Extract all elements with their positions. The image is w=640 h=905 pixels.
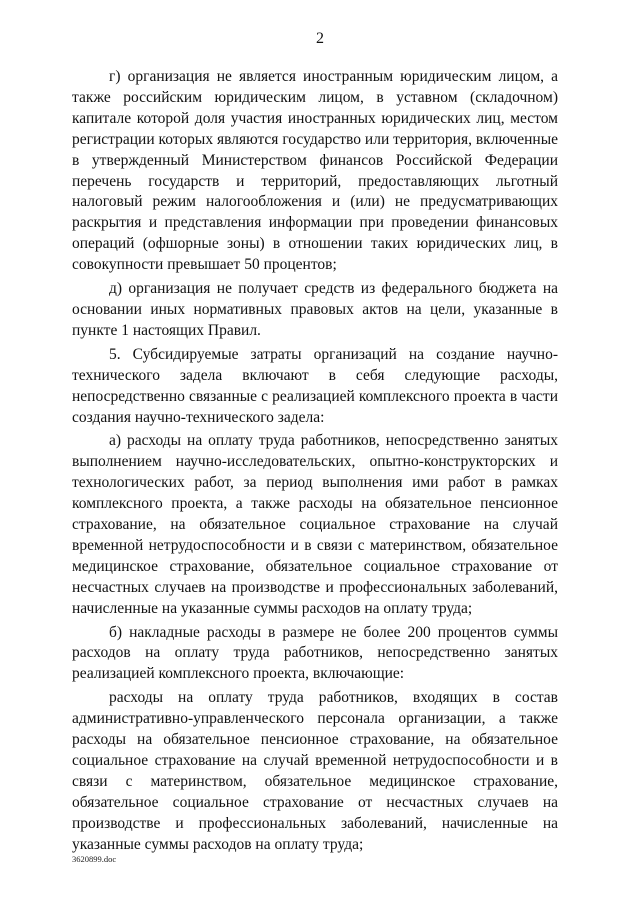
paragraph-item-g: г) организация не является иностранным юридическим лицом, а также российским юридическим лицом, в уставном (складочном) капитале которой доля участия иностранных юридических лиц, местом регистрации которых являются государство или территория, включенные в утвержденный Министерством финансов Российской Федерации перечень государств и территорий, предоставляющих льготный налоговый режим налогообложения и (или) не предусматривающих раскрытия и представления информации при проведении финансовых операций (офшорные зоны) в отношении таких юридических лиц, в совокупности превышает 50 процентов;	[72, 68, 558, 274]
paragraph-item-b: б) накладные расходы в размере не более 200 процентов суммы расходов на оплату труда работников, непосредственно занятых реализацией комплексного проекта, включающие:	[72, 623, 558, 683]
footer-filename: 3620899.doc	[72, 854, 117, 864]
page-number: 2	[316, 30, 324, 47]
paragraph-item-a: а) расходы на оплату труда работников, непосредственно занятых выполнением научно-исследовательских, опытно-конструкторских и технологических работ, за период выполнения ими работ в рамках комплексного проекта, а также расходы на обязательное пенсионное страхование, на обязательное социальное страхование на случай временной нетрудоспособности и в связи с материнством, обязательное медицинское страхование, обязательное социальное страхование от несчастных случаев на производстве и профессиональных заболеваний, начисленные на указанные суммы расходов на оплату труда;	[72, 432, 558, 617]
paragraph-section-5: 5. Субсидируемые затраты организаций на создание научно-технического задела включают в себя следующие расходы, непосредственно связанные с реализацией комплексного проекта в части создания научно-технического задела:	[72, 345, 558, 426]
paragraph-overhead-staff-costs: расходы на оплату труда работников, входящих в состав административно-управленческого персонала организации, а также расходы на обязательное пенсионное страхование, на обязательное социальное страхование на случай временной нетрудоспособности и в связи с материнством, обязательное медицинское страхование, обязательное социальное страхование от несчастных случаев на производстве и профессиональных заболеваний, начисленные на указанные суммы расходов на оплату труда;	[72, 689, 558, 853]
paragraph-item-d: д) организация не получает средств из федерального бюджета на основании иных нормативных правовых актов на цели, указанные в пункте 1 настоящих Правил.	[72, 280, 558, 339]
document-body	[72, 67, 558, 859]
